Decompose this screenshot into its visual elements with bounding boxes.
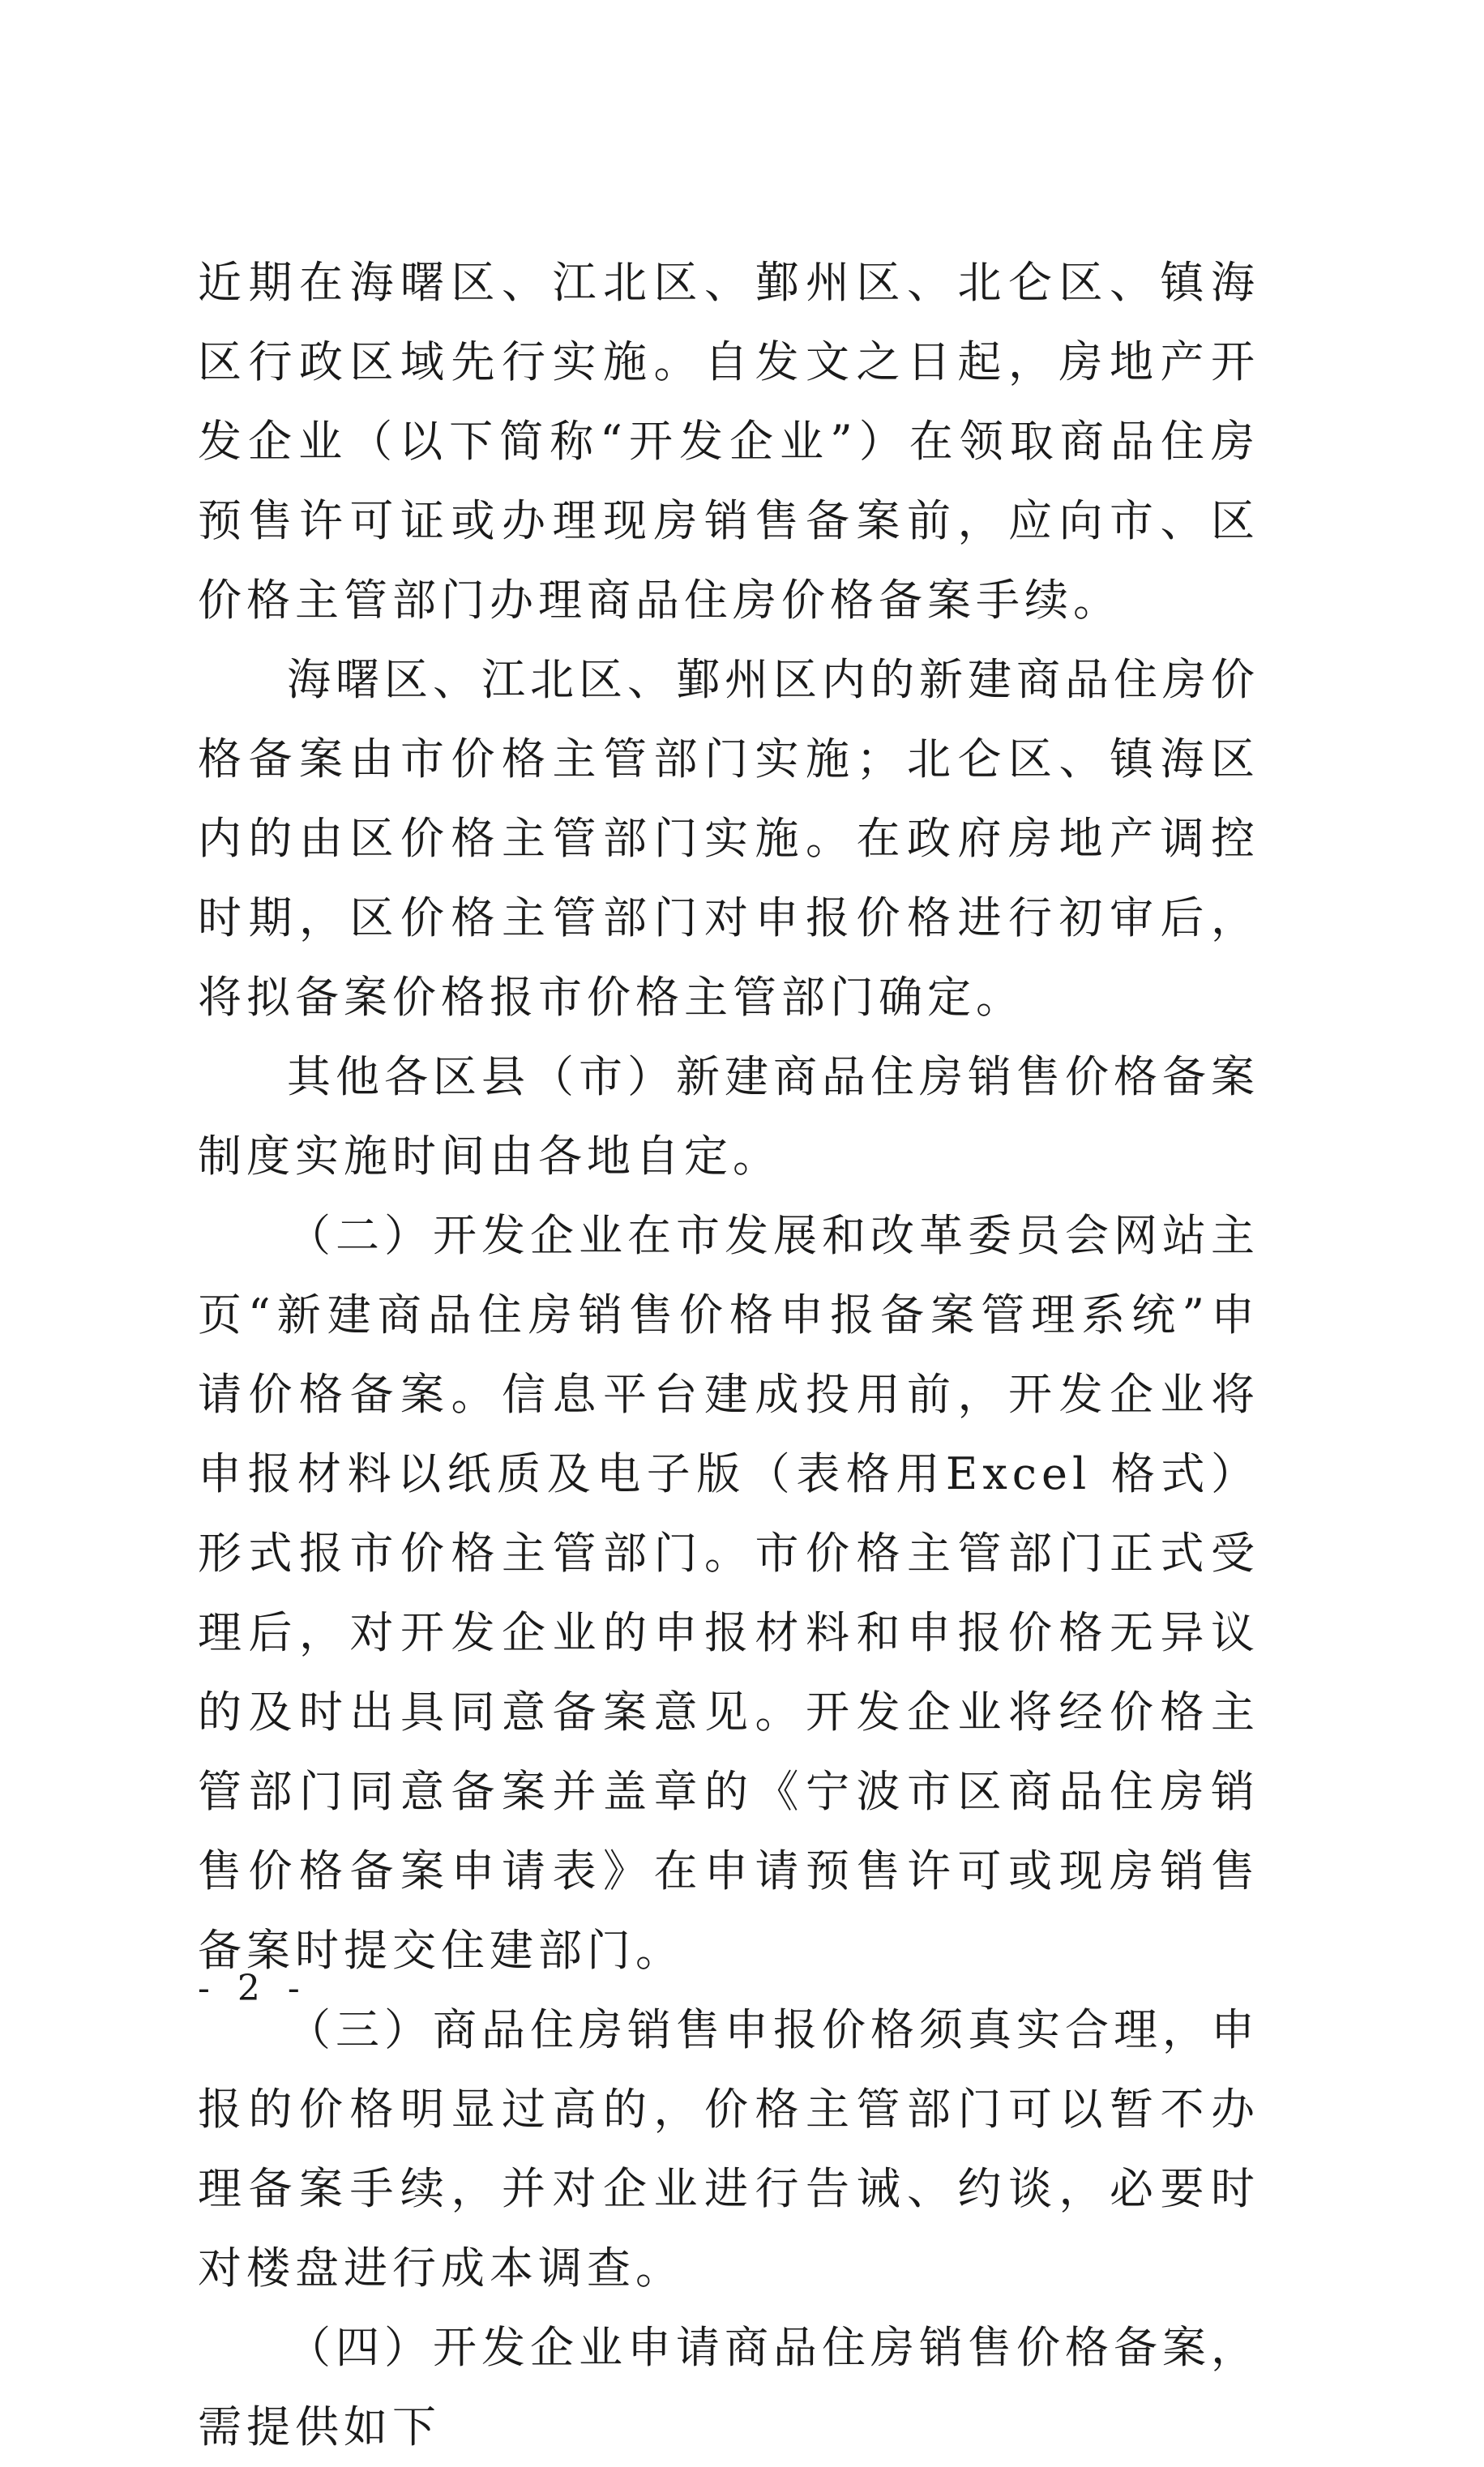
paragraph-section-four: （四）开发企业申请商品住房销售价格备案，需提供如下 bbox=[198, 2322, 1259, 2452]
paragraph-other-districts: 其他各区县（市）新建商品住房销售价格备案制度实施时间由各地自定。 bbox=[198, 1051, 1259, 1182]
paragraph-section-two: （二）开发企业在市发展和改革委员会网站主页“新建商品住房销售价格申报备案管理系统”申请价格备案。信息平台建成投用前，开发企业将申报材料以纸质及电子版（表格用Excel 格式）形式报市价格主管部门。市价格主管部门正式受理后，对开发企业的申报材料和申报价格无异议的及时出具同意备案意见。开发企业将经价格主管部门同意备案并盖章的《宁波市区商品住房销售价格备案申请表》在申请预售许可或现房销售备案时提交住建部门。 bbox=[198, 1210, 1259, 1976]
paragraph-pilot-districts: 近期在海曙区、江北区、鄞州区、北仑区、镇海区行政区域先行实施。自发文之日起，房地产开发企业（以下简称“开发企业”）在领取商品住房预售许可证或办理现房销售备案前，应向市、区价格主管部门办理商品住房价格备案手续。 bbox=[198, 257, 1259, 626]
paragraph-district-responsibility: 海曙区、江北区、鄞州区内的新建商品住房价格备案由市价格主管部门实施；北仑区、镇海区内的由区价格主管部门实施。在政府房地产调控时期，区价格主管部门对申报价格进行初审后，将拟备案价格报市价格主管部门确定。 bbox=[198, 654, 1259, 1023]
page-number: - 2 - bbox=[198, 1968, 308, 2009]
paragraph-section-three: （三）商品住房销售申报价格须真实合理，申报的价格明显过高的，价格主管部门可以暂不办理备案手续，并对企业进行告诫、约谈，必要时对楼盘进行成本调查。 bbox=[198, 2004, 1259, 2294]
document-body bbox=[198, 243, 1259, 2467]
